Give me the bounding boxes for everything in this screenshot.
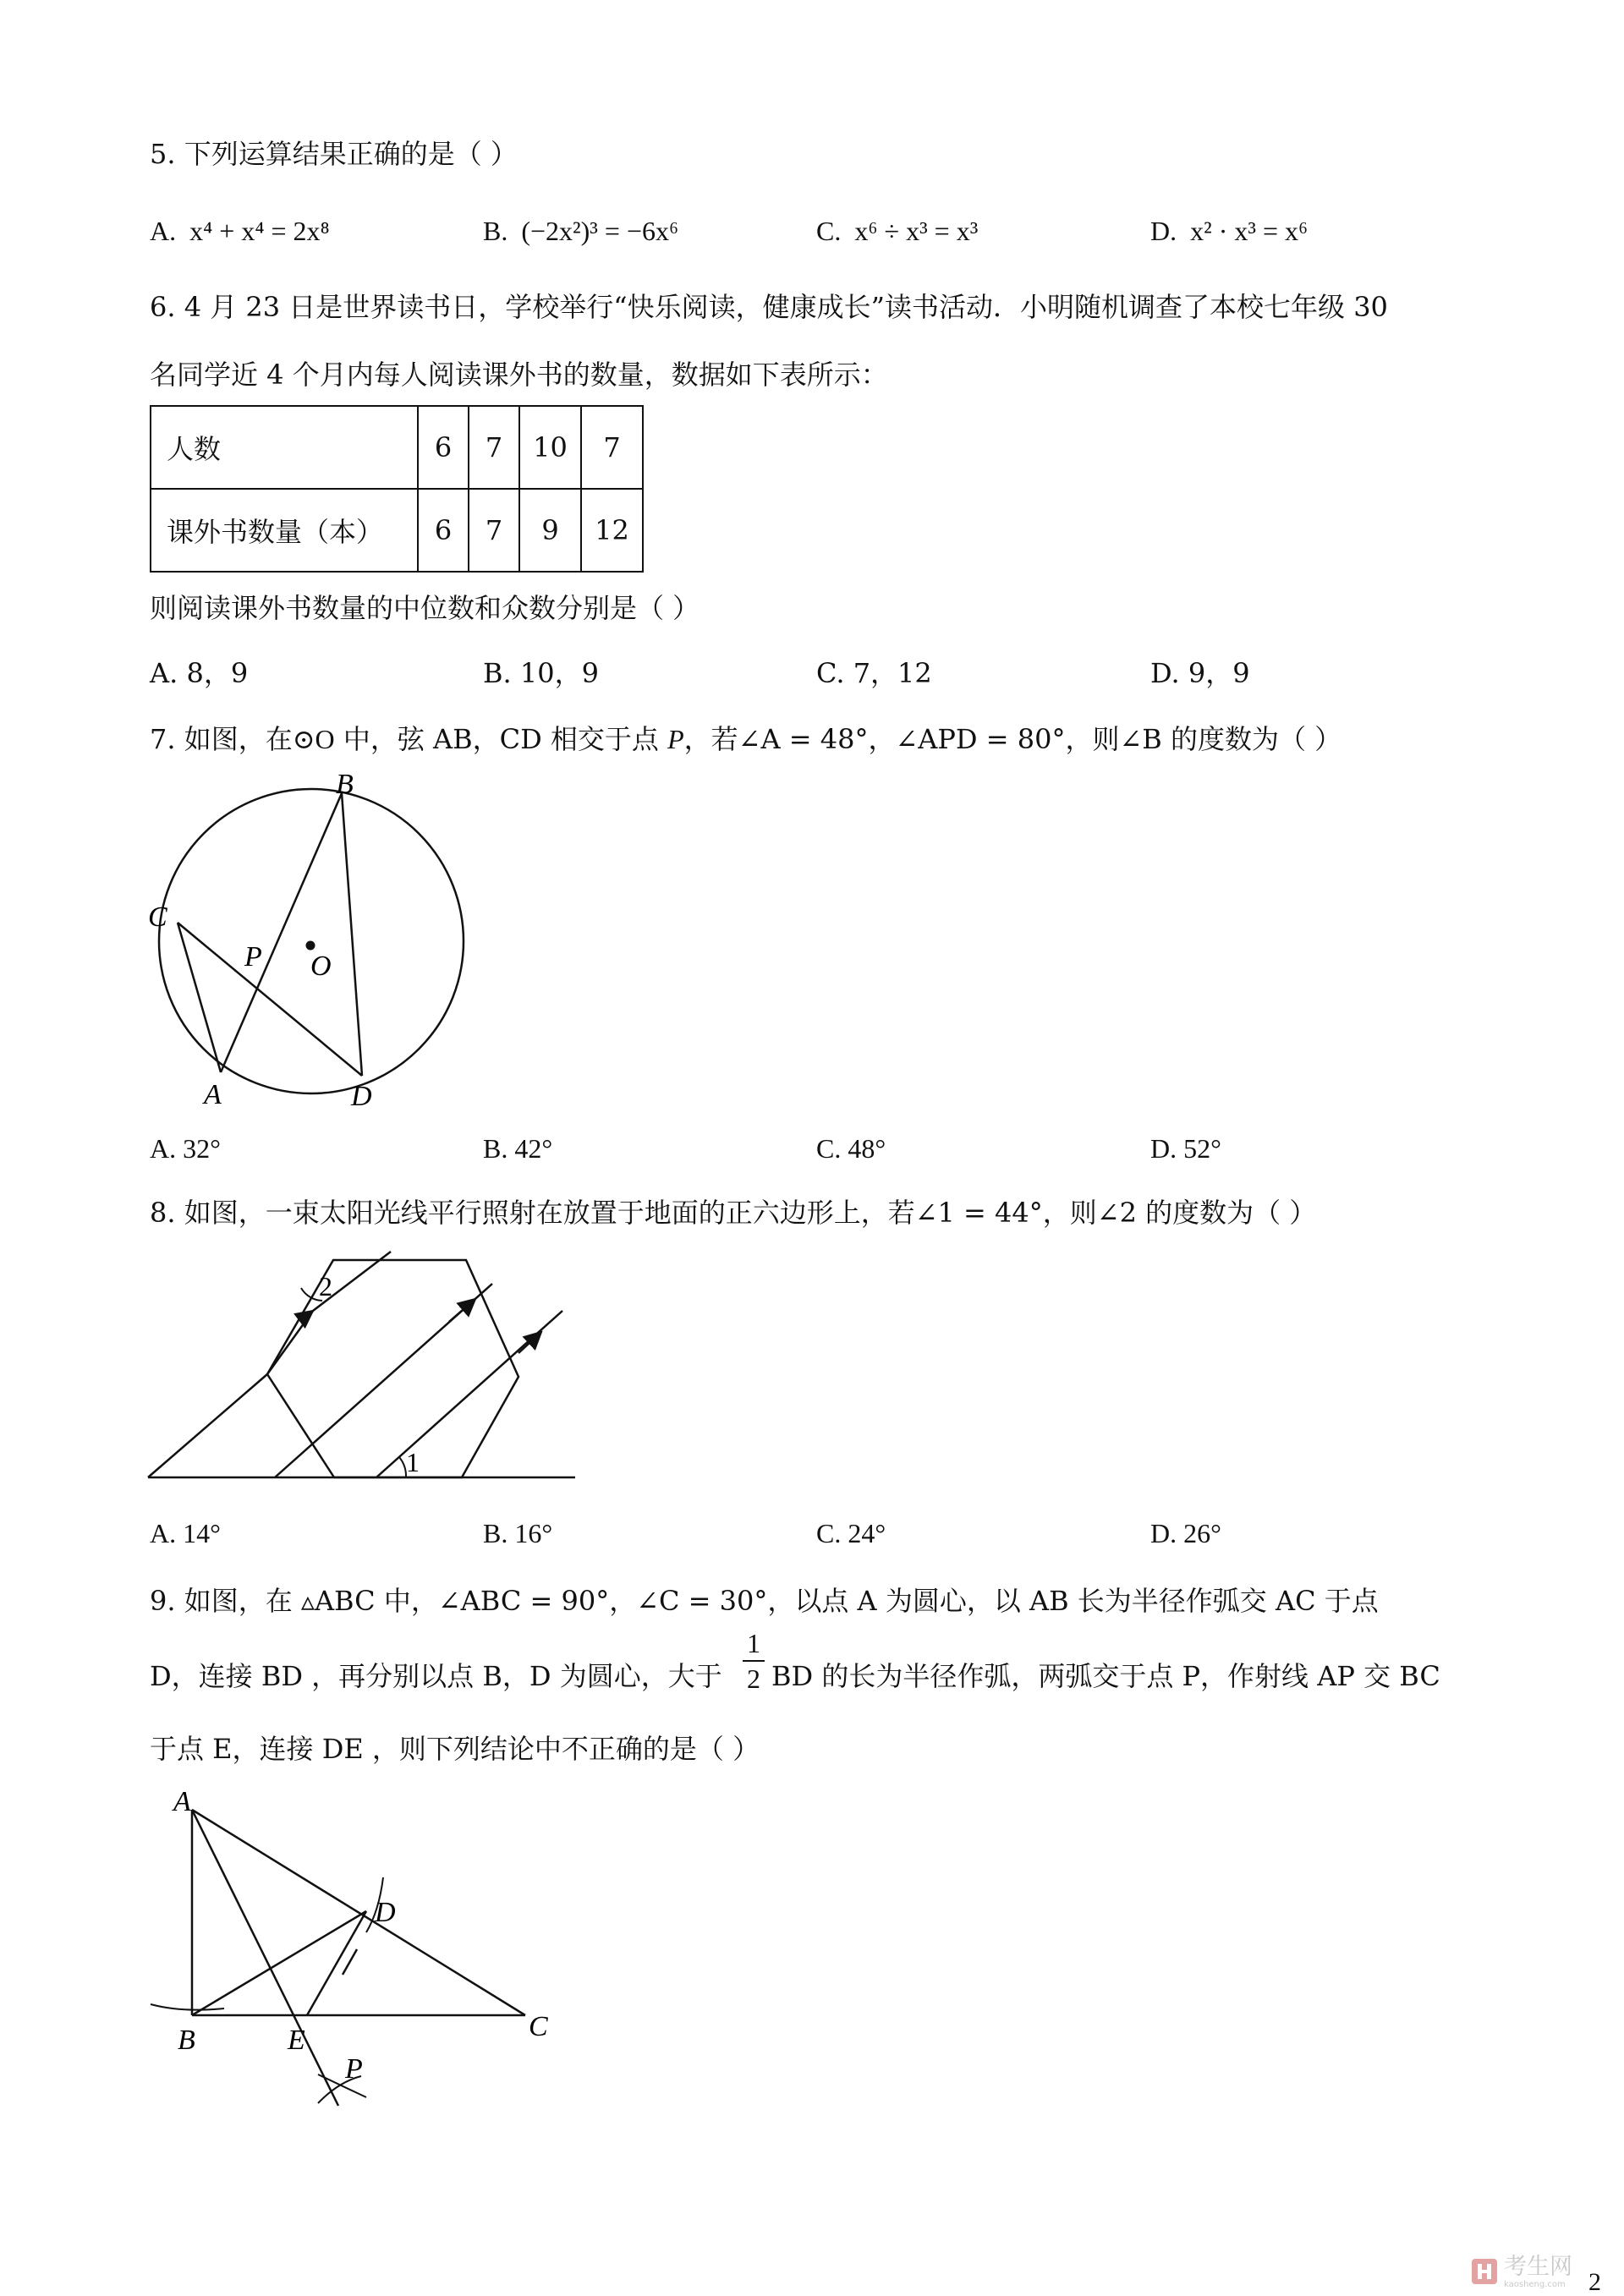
- q6-stem-line2: 名同学近 4 个月内每人阅读课外书的数量，数据如下表所示：: [150, 359, 888, 391]
- label-e: E: [288, 2025, 305, 2056]
- segment-de-tick: [343, 1949, 357, 1975]
- q6-option-d: D. 9，9: [1150, 657, 1250, 689]
- table-row: [151, 489, 643, 572]
- q5-stem: 5. 下列运算结果正确的是（ ）: [150, 138, 518, 170]
- label-a: A: [204, 1079, 222, 1110]
- q6-option-b: B. 10，9: [483, 657, 599, 689]
- arc-at-b: [151, 2004, 224, 2010]
- q8-option-c: C. 24°: [816, 1518, 886, 1548]
- chord-ab: [221, 793, 342, 1072]
- q8-option-d: D. 26°: [1150, 1518, 1221, 1548]
- chord-cd: [178, 923, 362, 1076]
- table-cell: 7: [469, 406, 519, 489]
- label-d: D: [351, 1081, 372, 1112]
- segment-ca: [178, 923, 221, 1072]
- q5-option-c: C. x⁶ ÷ x³ = x³: [816, 216, 979, 246]
- table-row: [151, 406, 643, 489]
- sunray-1-reflected: [267, 1311, 313, 1374]
- label-a: A: [173, 1786, 191, 1817]
- label-p: P: [345, 2053, 363, 2085]
- table-cell: 9: [519, 489, 581, 572]
- q6-question: 则阅读课外书数量的中位数和众数分别是（ ）: [150, 592, 700, 624]
- q6-option-c: C. 7，12: [816, 657, 932, 689]
- table-cell: 12: [581, 489, 643, 572]
- table-row-header: 人数: [151, 406, 418, 489]
- q7-option-a: A. 32°: [150, 1133, 221, 1164]
- q9-fraction-half: [743, 1630, 765, 1692]
- table-cell: 10: [519, 406, 581, 489]
- q8-hexagon-figure: [144, 1243, 584, 1497]
- label-b: B: [336, 769, 354, 800]
- label-p: P: [244, 941, 262, 973]
- table-cell: 6: [418, 406, 469, 489]
- sunray-1-lower: [148, 1374, 267, 1477]
- segment-bd: [192, 1911, 366, 2015]
- label-b: B: [178, 2025, 195, 2056]
- table-row-header: 课外书数量（本）: [151, 489, 418, 572]
- q8-option-b: B. 16°: [483, 1518, 553, 1548]
- table-cell: 6: [418, 489, 469, 572]
- page-number: 2: [1588, 2268, 1601, 2296]
- q8-stem: 8. 如图，一束太阳光线平行照射在放置于地面的正六边形上，若∠1 = 44°，则∠2 的度数为（ ）: [150, 1197, 1317, 1229]
- table-cell: 7: [469, 489, 519, 572]
- watermark: [1470, 2254, 1593, 2292]
- fraction-denominator: 2: [747, 1663, 760, 1694]
- segment-bd: [342, 793, 362, 1076]
- sunray-3-arrow: [518, 1332, 541, 1353]
- q5-option-a: A. x⁴ + x⁴ = 2x⁸: [150, 216, 330, 246]
- sunray-2-arrow: [449, 1299, 475, 1322]
- watermark-logo-icon: [1470, 2257, 1499, 2286]
- q9-stem-line1: 9. 如图，在 ▵ABC 中，∠ABC = 90°，∠C = 30°，以点 A 为圆心，以 AB 长为半径作弧交 AC 于点: [150, 1585, 1379, 1617]
- fraction-bar: [743, 1660, 765, 1662]
- label-angle-2: 2: [319, 1271, 332, 1301]
- q7-stem: 7. 如图，在⊙O 中，弦 AB，CD 相交于点 P，若∠A = 48°，∠APD = 80°，则∠B 的度数为（ ）: [150, 723, 1342, 755]
- fraction-numerator: 1: [747, 1628, 760, 1658]
- q9-triangle-figure: [140, 1780, 579, 2118]
- q9-stem-line2-part1: D，连接 BD ，再分别以点 B，D 为圆心，大于: [150, 1660, 722, 1692]
- q6-stem-line1: 6. 4 月 23 日是世界读书日，学校举行“快乐阅读，健康成长”读书活动．小明随机调查了本校七年级 30: [150, 291, 1388, 323]
- center-point-o: [306, 941, 315, 951]
- angle-1-arc: [399, 1457, 406, 1477]
- watermark-text: 考生网: [1504, 2254, 1572, 2280]
- q6-data-table: [150, 405, 644, 573]
- q5-option-b: B. (−2x²)³ = −6x⁶: [483, 216, 679, 246]
- table-cell: 7: [581, 406, 643, 489]
- label-d: D: [375, 1897, 396, 1928]
- q7-circle-figure: [140, 765, 478, 1112]
- label-c: C: [148, 901, 167, 933]
- watermark-subtext: kaosheng.com: [1504, 2280, 1566, 2289]
- q9-stem-line2-part2: BD 的长为半径作弧，两弧交于点 P，作射线 AP 交 BC: [771, 1660, 1440, 1692]
- q9-stem-line3: 于点 E，连接 DE ，则下列结论中不正确的是（ ）: [150, 1733, 760, 1765]
- label-c: C: [529, 2011, 548, 2042]
- q7-option-d: D. 52°: [1150, 1133, 1221, 1164]
- label-angle-1: 1: [406, 1447, 420, 1477]
- q8-option-a: A. 14°: [150, 1518, 221, 1548]
- label-o: O: [310, 951, 332, 982]
- q5-option-d: D. x² · x³ = x⁶: [1150, 216, 1309, 246]
- q7-option-b: B. 42°: [483, 1133, 553, 1164]
- sunray-3: [376, 1311, 562, 1477]
- q7-option-c: C. 48°: [816, 1133, 886, 1164]
- q6-option-a: A. 8，9: [150, 657, 249, 689]
- segment-de: [307, 1911, 366, 2015]
